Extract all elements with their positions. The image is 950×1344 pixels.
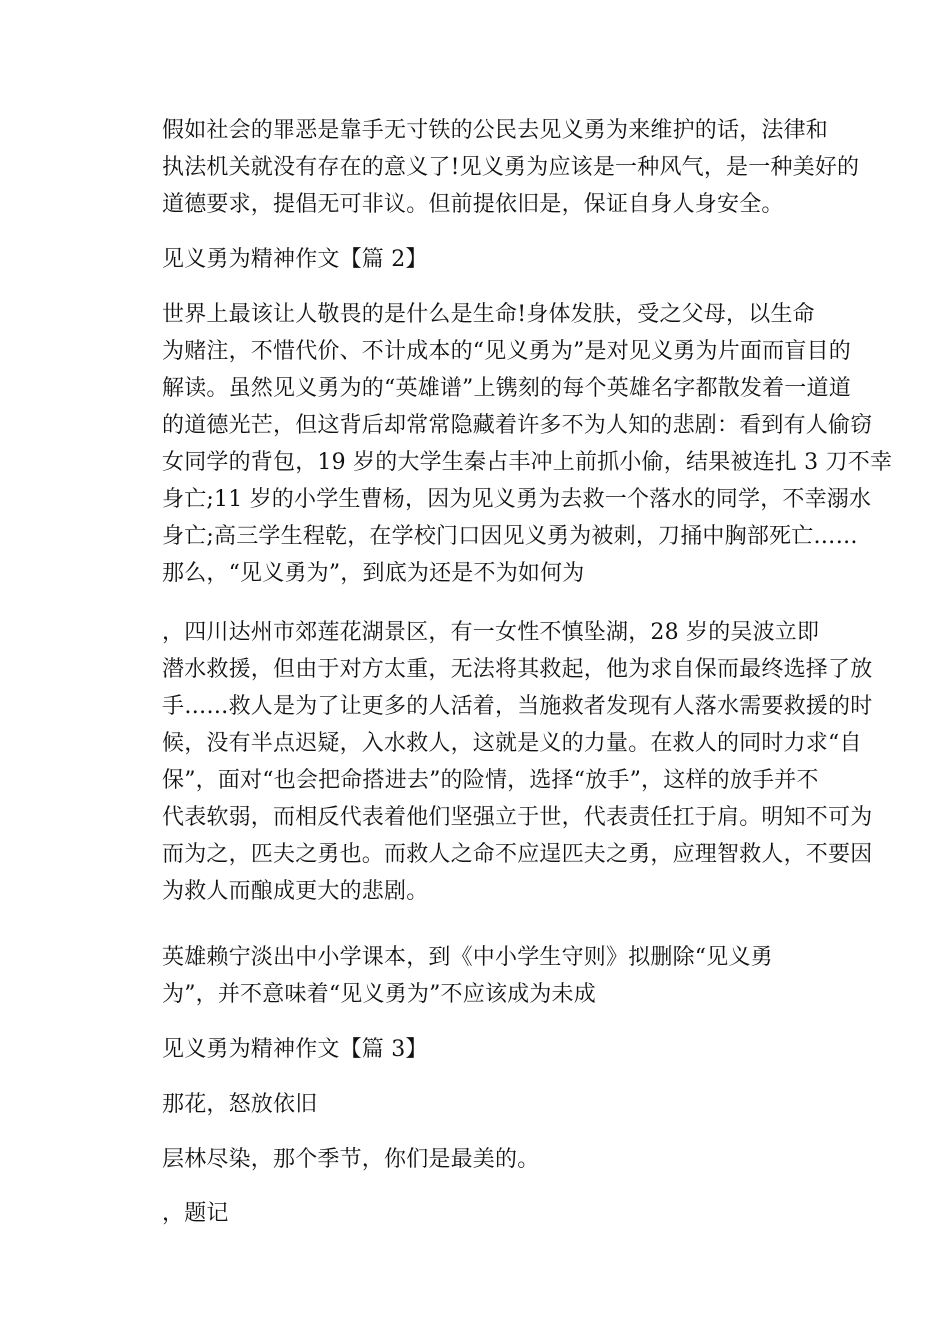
text-line: 为”，并不意味着“见义勇为”不应该成为未成 bbox=[162, 982, 596, 1007]
section-heading-2 bbox=[118, 241, 832, 278]
paragraph-section2-closing bbox=[118, 939, 832, 1013]
text-line: 女同学的背包，19 岁的大学生秦占丰冲上前抓小偷，结果被连扎 3 刀不幸 bbox=[162, 450, 893, 475]
text-line: 道德要求，提倡无可非议。但前提依旧是，保证自身人身安全。 bbox=[162, 192, 784, 217]
text-line: 潜水救援，但由于对方太重，无法将其救起，他为求自保而最终选择了放 bbox=[162, 657, 873, 682]
section-heading-3 bbox=[118, 1031, 832, 1068]
text-line: 保”，面对“也会把命搭进去”的险情，选择“放手”，这样的放手并不 bbox=[162, 768, 819, 793]
paragraph-section3-line2 bbox=[118, 1141, 832, 1178]
paragraph-section3-epigraph bbox=[118, 1195, 832, 1232]
paragraph-section2-story bbox=[118, 614, 873, 910]
text-line: 手……救人是为了让更多的人活着，当施救者发现有人落水需要救援的时 bbox=[162, 694, 873, 719]
text-line: 英雄赖宁淡出中小学课本，到《中小学生守则》拟删除“见义勇 bbox=[162, 945, 773, 970]
paragraph-section3-line1 bbox=[118, 1086, 832, 1123]
text-line: 那花，怒放依旧 bbox=[162, 1092, 318, 1117]
paragraph-intro bbox=[118, 112, 860, 223]
text-line: 身亡;高三学生程乾，在学校门口因见义勇为被刺，刀捅中胸部死亡…… bbox=[162, 524, 858, 549]
text-line: 为赌注，不惜代价、不计成本的“见义勇为”是对见义勇为片面而盲目的 bbox=[162, 339, 851, 364]
text-line: 世界上最该让人敬畏的是什么是生命!身体发肤，受之父母，以生命 bbox=[162, 302, 815, 327]
text-line: ，题记 bbox=[162, 1201, 229, 1226]
text-line: 候，没有半点迟疑，入水救人，这就是义的力量。在救人的同时力求“自 bbox=[162, 731, 862, 756]
text-line: 执法机关就没有存在的意义了!见义勇为应该是一种风气，是一种美好的 bbox=[162, 155, 860, 180]
text-line: 层林尽染，那个季节，你们是最美的。 bbox=[162, 1147, 540, 1172]
text-line: 为救人而酿成更大的悲剧。 bbox=[162, 879, 429, 904]
text-line: 身亡;11 岁的小学生曹杨，因为见义勇为去救一个落水的同学，不幸溺水 bbox=[162, 487, 872, 512]
text-line: 那么，“见义勇为”，到底为还是不为如何为 bbox=[162, 561, 585, 586]
text-line: 代表软弱，而相反代表着他们坚强立于世，代表责任扛于肩。明知不可为 bbox=[162, 805, 873, 830]
text-line: 假如社会的罪恶是靠手无寸铁的公民去见义勇为来维护的话，法律和 bbox=[162, 118, 829, 143]
text-line: ，四川达州市郊莲花湖景区，有一女性不慎坠湖，28 岁的吴波立即 bbox=[162, 620, 820, 645]
heading-text: 见义勇为精神作文【篇 2】 bbox=[162, 247, 428, 272]
text-line: 解读。虽然见义勇为的“英雄谱”上镌刻的每个英雄名字都散发着一道道 bbox=[162, 376, 851, 401]
paragraph-section2-main bbox=[118, 296, 893, 592]
heading-text: 见义勇为精神作文【篇 3】 bbox=[162, 1037, 428, 1062]
text-line: 的道德光芒，但这背后却常常隐藏着许多不为人知的悲剧：看到有人偷窃 bbox=[162, 413, 873, 438]
text-line: 而为之，匹夫之勇也。而救人之命不应逞匹夫之勇，应理智救人，不要因 bbox=[162, 842, 873, 867]
